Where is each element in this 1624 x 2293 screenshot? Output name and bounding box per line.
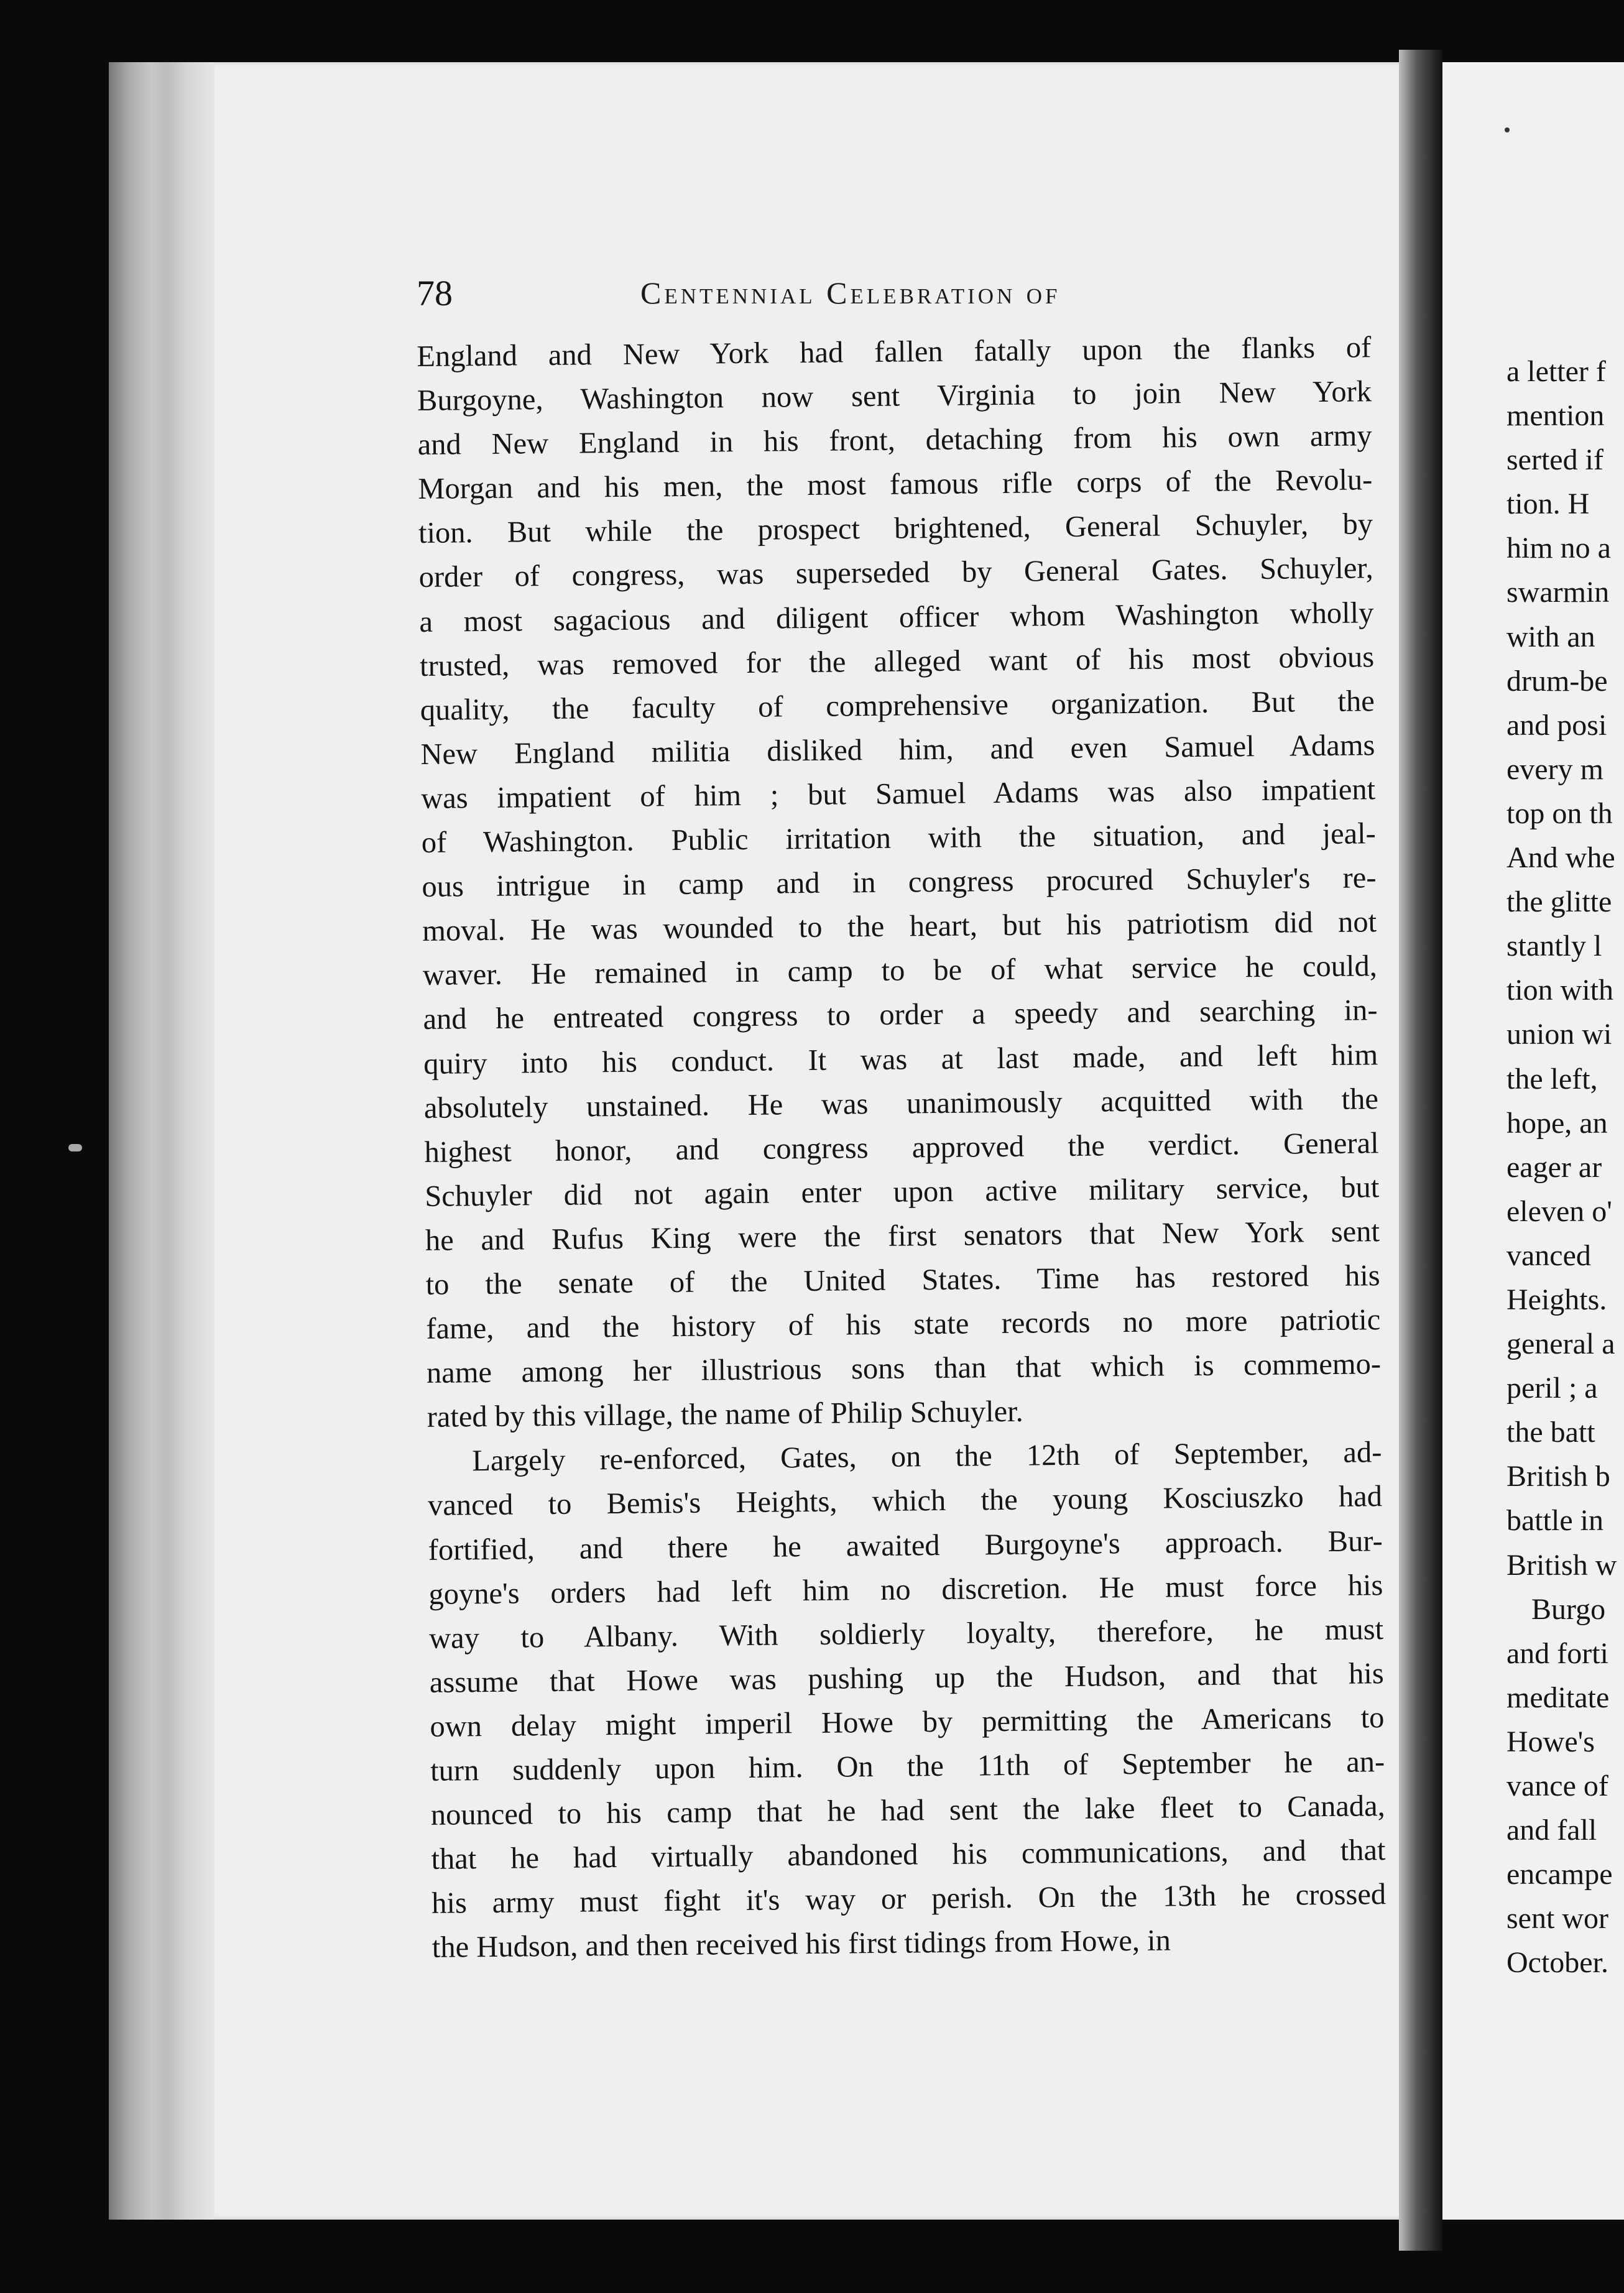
right-page-line: serted if bbox=[1506, 443, 1603, 477]
text-line: that he had virtually abandoned his communications, and that bbox=[431, 1834, 1386, 1876]
body-text bbox=[417, 325, 1386, 1970]
text-line: waver. He remained in camp to be of what service he could, bbox=[422, 949, 1378, 992]
right-page-line: Howe's bbox=[1506, 1725, 1595, 1758]
text-line: absolutely unstained. He was unanimously acquitted with the bbox=[423, 1082, 1379, 1125]
text-line: Largely re-enforced, Gates, on the 12th of September, ad- bbox=[472, 1436, 1382, 1478]
right-page-line: tion. H bbox=[1506, 487, 1590, 521]
text-line: order of congress, was superseded by General Gates. Schuyler, bbox=[418, 551, 1373, 594]
text-line: highest honor, and congress approved the verdict. General bbox=[424, 1126, 1379, 1169]
right-page-line: Burgo bbox=[1531, 1592, 1606, 1626]
right-page-line: British w bbox=[1506, 1548, 1617, 1582]
page-header bbox=[417, 272, 1386, 328]
right-page-line: And whe bbox=[1506, 841, 1615, 875]
text-line: Schuyler did not again enter upon active military service, but bbox=[425, 1170, 1380, 1213]
right-page-line: peril ; a bbox=[1506, 1372, 1598, 1405]
right-page-line: sent wor bbox=[1506, 1902, 1608, 1935]
text-line: fortified, and there he awaited Burgoyne's approach. Bur- bbox=[428, 1524, 1383, 1567]
text-line: vanced to Bemis's Heights, which the young Kosciuszko had bbox=[427, 1480, 1383, 1523]
right-page-line: encampe bbox=[1506, 1858, 1613, 1891]
text-line: Morgan and his men, the most famous rifle corps of the Revolu- bbox=[418, 463, 1373, 506]
right-page-line: the left, bbox=[1506, 1062, 1598, 1096]
text-line: to the senate of the United States. Time has restored his bbox=[425, 1259, 1380, 1301]
right-page-line: the glitte bbox=[1506, 885, 1612, 919]
text-line: trusted, was removed for the alleged want of his most obvious bbox=[419, 640, 1375, 683]
text-line: moval. He was wounded to the heart, but his patriotism did not bbox=[422, 905, 1377, 948]
text-line: nounced to his camp that he had sent the lake fleet to Canada, bbox=[430, 1789, 1386, 1832]
right-page-line: stantly l bbox=[1506, 930, 1602, 963]
right-page-line: Heights. bbox=[1506, 1283, 1607, 1316]
right-page-line: tion with bbox=[1506, 974, 1614, 1007]
text-line: a most sagacious and diligent officer whom Washington wholly bbox=[419, 596, 1374, 639]
right-page-line: eager ar bbox=[1506, 1150, 1602, 1184]
right-page-line: October. bbox=[1506, 1946, 1608, 1980]
right-page-line: and fall bbox=[1506, 1814, 1597, 1847]
text-line: fame, and the history of his state records no more patriotic bbox=[426, 1303, 1381, 1345]
page-edges bbox=[109, 62, 215, 2220]
right-page-line: and forti bbox=[1506, 1636, 1608, 1670]
text-line: way to Albany. With soldierly loyalty, therefore, he must bbox=[428, 1612, 1384, 1655]
right-page-line: battle in bbox=[1506, 1504, 1603, 1538]
text-line: name among her illustrious sons than that which is commemo- bbox=[426, 1347, 1382, 1390]
text-line: of Washington. Public irritation with the situation, and jeal- bbox=[421, 817, 1377, 859]
text-line: the Hudson, and then received his first tidings from Howe, in bbox=[431, 1924, 1171, 1965]
scan-dot bbox=[1505, 127, 1510, 132]
text-line: ous intrigue in camp and in congress procured Schuyler's re- bbox=[422, 861, 1377, 904]
scan-speck bbox=[68, 1144, 82, 1151]
text-line: quiry into his conduct. It was at last made, and left him bbox=[423, 1038, 1378, 1081]
right-page-line: vanced bbox=[1506, 1239, 1591, 1272]
book-gutter bbox=[1399, 50, 1442, 2251]
text-line: quality, the faculty of comprehensive organization. But the bbox=[420, 684, 1375, 727]
page-number: 78 bbox=[417, 273, 453, 313]
right-page-line: British b bbox=[1506, 1460, 1610, 1493]
text-line: he and Rufus King were the first senators that New York sent bbox=[425, 1215, 1380, 1257]
right-page-line: eleven o' bbox=[1506, 1194, 1612, 1228]
right-page-line: vance of bbox=[1506, 1769, 1608, 1802]
text-line: assume that Howe was pushing up the Hudson, and that his bbox=[429, 1656, 1384, 1699]
text-line: New England militia disliked him, and even Samuel Adams bbox=[420, 729, 1375, 771]
text-line: tion. But while the prospect brightened, General Schuyler, by bbox=[418, 507, 1373, 550]
right-page-line: general a bbox=[1506, 1327, 1615, 1361]
text-line: his army must fight it's way or perish. On the 13th he crossed bbox=[431, 1878, 1386, 1921]
right-page-line: with an bbox=[1506, 620, 1595, 653]
right-page-line: him no a bbox=[1506, 532, 1611, 565]
text-line: own delay might imperil Howe by permitting the Americans to bbox=[430, 1701, 1385, 1743]
right-page-line: top on th bbox=[1506, 796, 1613, 830]
text-line: goyne's orders had left him no discretion. He must force his bbox=[428, 1568, 1383, 1611]
right-page-text bbox=[1506, 349, 1624, 1985]
right-page-line: a letter f bbox=[1506, 355, 1606, 388]
text-line: Burgoyne, Washington now sent Virginia to join New York bbox=[417, 375, 1372, 418]
text-line: turn suddenly upon him. On the 11th of September he an- bbox=[430, 1745, 1385, 1788]
text-line: was impatient of him ; but Samuel Adams was also impatient bbox=[420, 773, 1376, 815]
right-page-line: every m bbox=[1506, 752, 1603, 786]
right-page-line: mention bbox=[1506, 399, 1605, 433]
right-page-line: hope, an bbox=[1506, 1106, 1608, 1140]
right-page-line: swarmin bbox=[1506, 576, 1610, 609]
text-line: England and New York had fallen fatally upon the flanks of bbox=[417, 331, 1372, 373]
right-page-line: and posi bbox=[1506, 708, 1607, 742]
right-page-line: meditate bbox=[1506, 1681, 1610, 1714]
text-line: rated by this village, the name of Philip Schuyler. bbox=[427, 1395, 1023, 1434]
right-page-line: union wi bbox=[1506, 1018, 1612, 1051]
right-page-line: drum-be bbox=[1506, 664, 1608, 698]
right-page-line: the batt bbox=[1506, 1416, 1595, 1449]
running-head: Centennial Celebration of bbox=[640, 275, 1061, 310]
text-line: and New England in his front, detaching from his own army bbox=[417, 419, 1372, 462]
text-line: and he entreated congress to order a speedy and searching in- bbox=[423, 994, 1378, 1036]
